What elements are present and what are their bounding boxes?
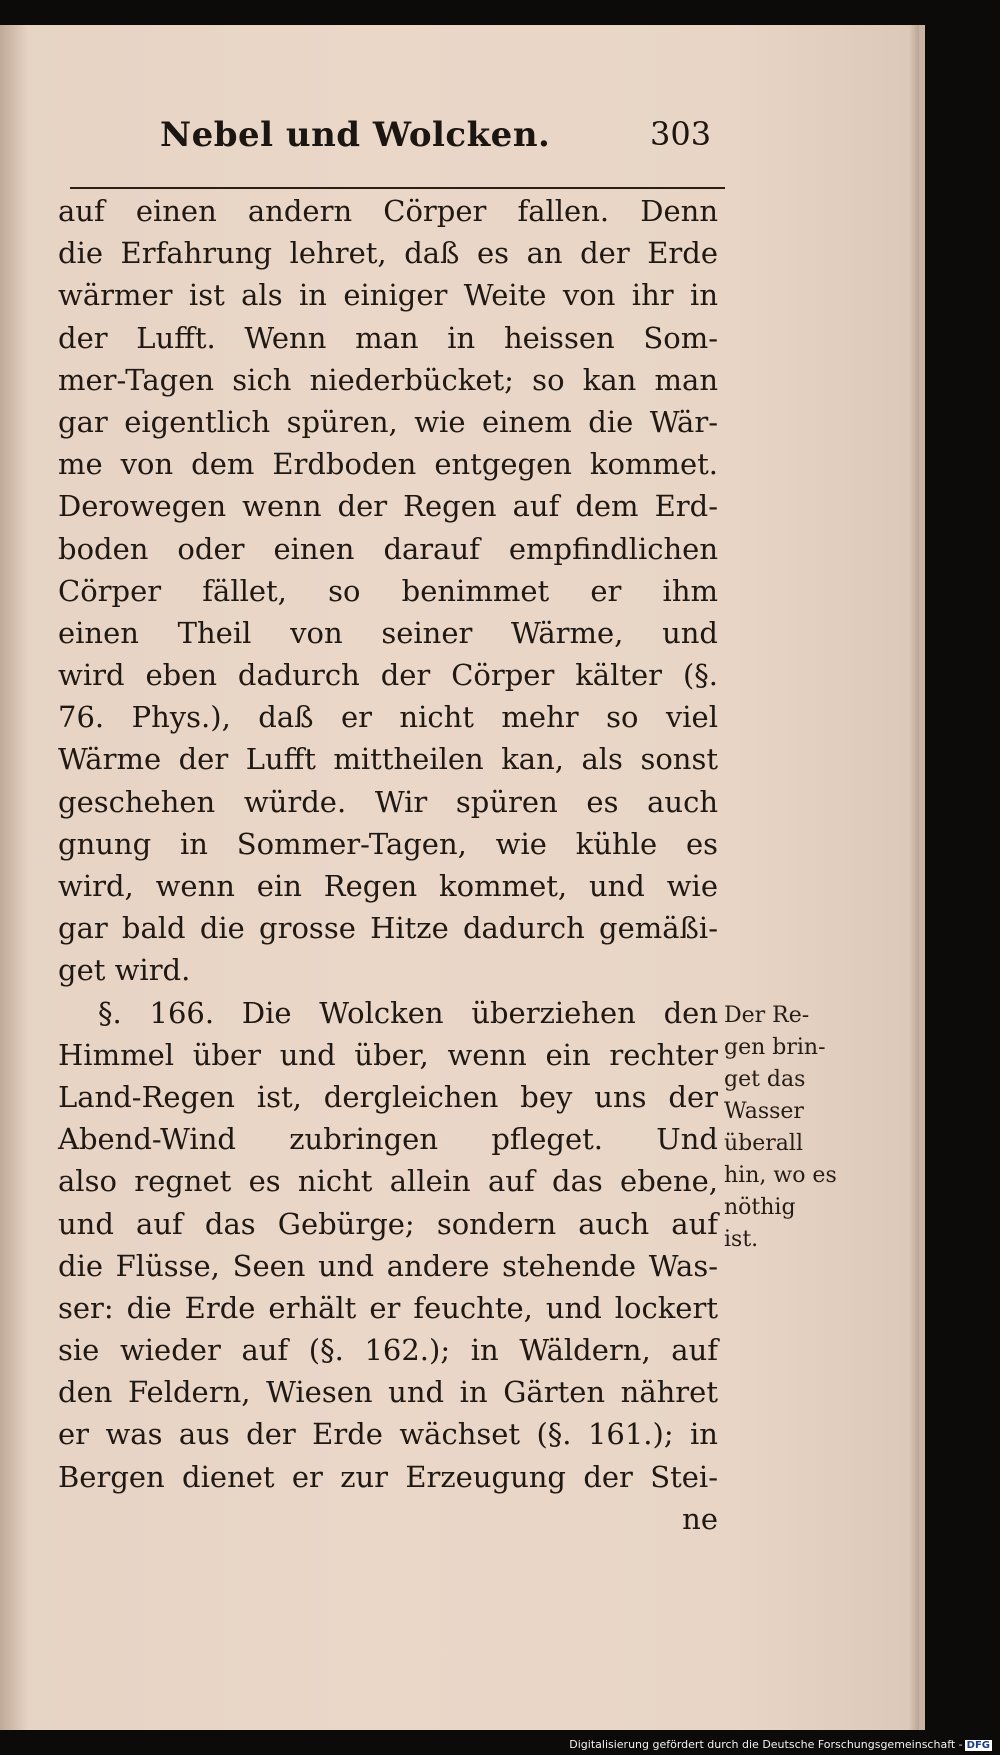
text-line: mer-Tagen sich niederbücket; so kan man [58,362,718,397]
text-line: wird eben dadurch der Cörper kälter (§. [58,658,718,693]
marginal-line: hin, wo es [724,1163,837,1188]
text-line: Wärme der Lufft mittheilen kan, als sonst [58,742,718,777]
marginal-line: überall [724,1131,803,1156]
marginal-line: Der Re- [724,1003,810,1028]
text-line: sie wieder auf (§. 162.); in Wäldern, auf [58,1333,718,1368]
text-line: Derowegen wenn der Regen auf dem Erd- [58,489,718,524]
text-line: gar bald die grosse Hitze dadurch gemäßi- [58,911,718,946]
marginal-line: ist. [724,1227,759,1252]
text-line: einen Theil von seiner Wärme, und [58,615,718,650]
text-line: Bergen dienet er zur Erzeugung der Stei- [58,1459,718,1494]
text-line: Land-Regen ist, dergleichen bey uns der [58,1079,718,1114]
text-line: wird, wenn ein Regen kommet, und wie [58,869,718,903]
header-rule [70,187,725,189]
dfg-logo: DFG [966,1740,990,1751]
text-line: gar eigentlich spüren, wie einem die Wär- [58,404,718,439]
text-line: get wird. [58,953,191,988]
running-title: Nebel und Wolcken. [160,115,551,155]
text-line: Abend-Wind zubringen pfleget. Und [58,1122,718,1157]
digitization-credit [569,1738,992,1751]
text-line: ser: die Erde erhält er feuchte, und lockert [58,1290,718,1325]
text-line: geschehen würde. Wir spüren es auch [58,784,718,819]
page-number: 303 [650,115,712,153]
credit-text: Digitalisierung gefördert durch die Deutsche Forschungsgemeinschaft - [569,1738,963,1751]
marginal-line: gen brin- [724,1035,826,1060]
marginal-line: Wasser [724,1099,804,1124]
running-head [160,115,720,175]
text-line: wärmer ist als in einiger Weite von ihr in [58,278,718,313]
text-line: er was aus der Erde wächset (§. 161.); in [58,1417,718,1452]
text-line: also regnet es nicht allein auf das ebene, [58,1164,718,1199]
body-text [58,190,718,1540]
page-edge [909,25,919,1730]
text-line: me von dem Erdboden entgegen kommet. [58,447,718,482]
book-page [0,25,925,1730]
text-line: auf einen andern Cörper fallen. Denn [58,194,718,228]
text-line: die Flüsse, Seen und andere stehende Was- [58,1248,718,1283]
text-line: boden oder einen darauf empfindlichen [58,531,718,566]
text-line: die Erfahrung lehret, daß es an der Erde [58,236,718,271]
text-line: und auf das Gebürge; sondern auch auf [58,1206,718,1241]
catchword: ne [682,1501,718,1536]
text-line: 76. Phys.), daß er nicht mehr so viel [58,700,718,735]
marginal-line: nöthig [724,1195,796,1220]
marginal-note [724,1000,844,1256]
text-line: Himmel über und über, wenn ein rechter [58,1037,718,1072]
paragraph-start-line: §. 166. Die Wolcken überziehen den [98,995,718,1030]
text-line: gnung in Sommer-Tagen, wie kühle es [58,826,718,861]
marginal-line: get das [724,1067,806,1092]
text-line: der Lufft. Wenn man in heissen Som- [58,320,718,355]
text-line: Cörper fället, so benimmet er ihm [58,573,718,608]
text-line: den Feldern, Wiesen und in Gärten nähret [58,1375,718,1410]
